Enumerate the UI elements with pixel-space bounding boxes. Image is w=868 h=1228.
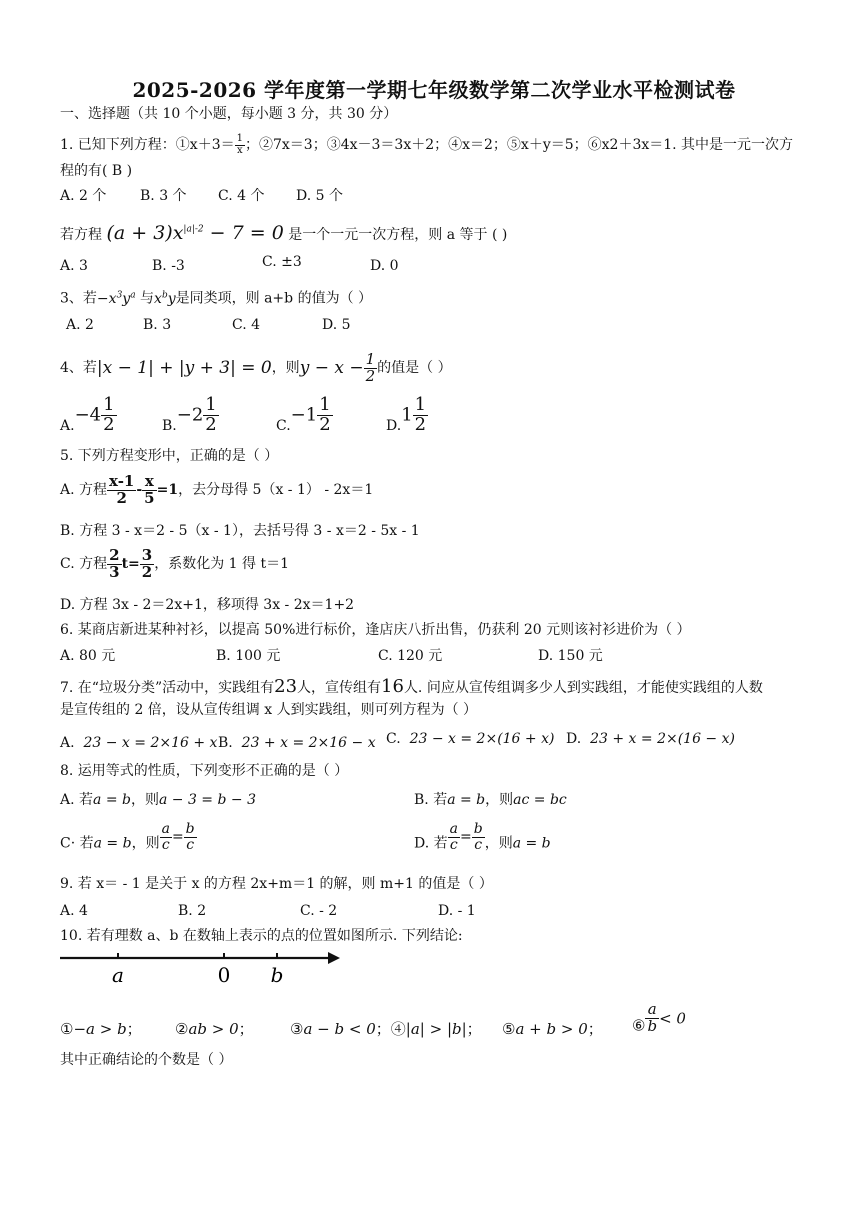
fraction: $\frac{x-1}{2}$ bbox=[109, 472, 135, 507]
option-a: A. 方程 $\frac{x-1}{2}$ - $\frac{x}{5}$ =1，去分母得 5（x - 1） - 2x＝1 bbox=[60, 472, 374, 507]
option-c: C. 120 元 bbox=[378, 648, 443, 664]
option-b: B. -3 bbox=[152, 258, 185, 274]
fraction: $\frac{1}{2}$ bbox=[319, 394, 331, 435]
option-b: B. 方程 3 - x＝2 - 5（x - 1），去括号得 3 - x＝2 - 5x - 1 bbox=[60, 523, 420, 539]
axis-label: b bbox=[270, 963, 284, 987]
question-1-stem-cont: 程的有( B ) bbox=[60, 163, 133, 179]
question-6-stem: 6. 某商店新进某种衬衫，以提高 50%进行标价，逢店庆八折出售，仍获利 20 元则该衬衫进价为（ ） bbox=[60, 622, 691, 638]
conclusion-1: ①−a > b； bbox=[60, 1020, 142, 1038]
option-d: D. 5 bbox=[322, 317, 351, 333]
option-a: A. 3 bbox=[60, 258, 88, 274]
option-a: A. 2 个 bbox=[60, 188, 107, 204]
question-10-stem: 10. 若有理数 a、b 在数轴上表示的点的位置如图所示. 下列结论: bbox=[60, 928, 463, 944]
option-a: A.−4 $\frac{1}{2}$ bbox=[60, 394, 115, 435]
fraction: $\frac{1}{x}$ bbox=[236, 133, 243, 156]
option-c: C. 4 个 bbox=[218, 188, 265, 204]
option-d: D.1 $\frac{1}{2}$ bbox=[386, 394, 427, 435]
term-2: $x^by$ bbox=[154, 290, 176, 307]
conclusion-6: ⑥ $\frac{a}{b}$ < 0 bbox=[632, 1000, 686, 1035]
option-b: B. 23 + x = 2×16 − x bbox=[218, 735, 376, 751]
fraction: $\frac{1}{2}$ bbox=[365, 350, 376, 385]
option-d: D. 0 bbox=[370, 258, 399, 274]
option-c: C.−1 $\frac{1}{2}$ bbox=[276, 394, 331, 435]
option-d: D. 150 元 bbox=[538, 648, 603, 664]
fraction: $\frac{1}{2}$ bbox=[103, 394, 115, 435]
fraction: $\frac{b}{c}$ bbox=[185, 821, 195, 853]
option-d: D. 23 + x = 2×(16 − x) bbox=[566, 731, 735, 747]
option-c: C. 4 bbox=[232, 317, 261, 333]
axis-label: a bbox=[112, 963, 124, 987]
number-line bbox=[58, 944, 348, 990]
conclusion-2: ②ab > 0； bbox=[175, 1020, 254, 1038]
fraction: $\frac{a}{c}$ bbox=[449, 821, 458, 853]
question-10-final: 其中正确结论的个数是（ ） bbox=[60, 1052, 233, 1068]
option-a: A. 4 bbox=[60, 903, 88, 919]
fraction: $\frac{a}{b}$ bbox=[647, 1000, 658, 1035]
arrow-head bbox=[328, 952, 340, 964]
option-b: B. 3 bbox=[143, 317, 172, 333]
option-b: B. 2 bbox=[178, 903, 207, 919]
fraction: $\frac{x}{5}$ bbox=[144, 472, 155, 507]
option-d: D. - 1 bbox=[438, 903, 476, 919]
option-c: C. ±3 bbox=[262, 254, 302, 270]
conclusion-5: ⑤a + b > 0； bbox=[502, 1020, 603, 1038]
option-b: B. 若a = b，则ac = bc bbox=[414, 792, 567, 808]
option-a: A. 80 元 bbox=[60, 648, 116, 664]
option-d: D. 5 个 bbox=[296, 188, 343, 204]
option-b: B. 100 元 bbox=[216, 648, 281, 664]
option-c: C. 方程 $\frac{2}{3}$ t= $\frac{3}{2}$ ，系数化为 1 得 t＝1 bbox=[60, 546, 289, 581]
option-c: C· 若a = b，则 $\frac{a}{c}$ = $\frac{b}{c}$ bbox=[60, 821, 195, 853]
fraction: $\frac{b}{c}$ bbox=[473, 821, 483, 853]
conclusion-3: ③a − b < 0；④|a| > |b|； bbox=[290, 1020, 482, 1038]
question-2-stem: 若方程 $(a + 3)x^{|a|-2} - 7 = 0$ 是一个一元一次方程，则 a 等于 ( ) bbox=[60, 222, 508, 244]
option-a: A. 2 bbox=[66, 317, 94, 333]
option-d: D. 方程 3x - 2＝2x+1，移项得 3x - 2x＝1+2 bbox=[60, 597, 355, 613]
option-c: C. - 2 bbox=[300, 903, 338, 919]
question-1-stem: 1. 已知下列方程：①x＋3＝ $\frac{1}{x}$ ；②7x＝3；③4x－3＝3x＋2；④x＝2；⑤x＋y＝5；⑥x2＋3x＝1. 其中是一元一次方 bbox=[60, 133, 794, 156]
fraction: $\frac{3}{2}$ bbox=[141, 546, 153, 581]
option-a: A. 若a = b，则a − 3 = b − 3 bbox=[60, 792, 256, 808]
option-c: C. 23 − x = 2×(16 + x) bbox=[386, 731, 555, 747]
question-9-stem: 9. 若 x＝ - 1 是关于 x 的方程 2x+m＝1 的解，则 m+1 的值是（ ） bbox=[60, 876, 493, 892]
question-3-stem: 3、若$-x^3y^a$ 与$x^by$是同类项，则 a+b 的值为（ ） bbox=[60, 290, 373, 307]
question-7-stem: 7. 在“垃圾分类”活动中，实践组有23人，宣传组有16人. 问应从宣传组调多少人到实践组，才能使实践组的人数 bbox=[60, 676, 763, 697]
fraction: $\frac{2}{3}$ bbox=[109, 546, 120, 581]
option-b: B. 3 个 bbox=[140, 188, 187, 204]
question-4-stem: 4、若|x − 1| + |y + 3| = 0，则y − x − $\frac{1}{2}$ 的值是（ ） bbox=[60, 350, 452, 385]
term-1: $-x^3y^a$ bbox=[96, 290, 136, 307]
question-8-stem: 8. 运用等式的性质，下列变形不正确的是（ ） bbox=[60, 763, 349, 779]
fraction: $\frac{1}{2}$ bbox=[414, 394, 427, 435]
exam-title: 2025-2026 学年度第一学期七年级数学第二次学业水平检测试卷 bbox=[132, 78, 736, 102]
option-d: D. 若 $\frac{a}{c}$ = $\frac{b}{c}$ ，则a = b bbox=[414, 821, 551, 853]
section-heading: 一、选择题（共 10 个小题，每小题 3 分，共 30 分） bbox=[60, 106, 398, 122]
option-b: B.−2 $\frac{1}{2}$ bbox=[162, 394, 217, 435]
question-5-stem: 5. 下列方程变形中，正确的是（ ） bbox=[60, 448, 279, 464]
equation: $(a + 3)x^{|a|-2} - 7 = 0$ bbox=[106, 222, 284, 244]
axis-label: 0 bbox=[217, 963, 231, 987]
fraction: $\frac{1}{2}$ bbox=[205, 394, 217, 435]
question-7-stem-cont: 是宣传组的 2 倍，设从宣传组调 x 人到实践组，则可列方程为（ ） bbox=[60, 702, 478, 718]
fraction: $\frac{a}{c}$ bbox=[161, 821, 170, 853]
option-a: A. 23 − x = 2×16 + x bbox=[60, 735, 218, 751]
